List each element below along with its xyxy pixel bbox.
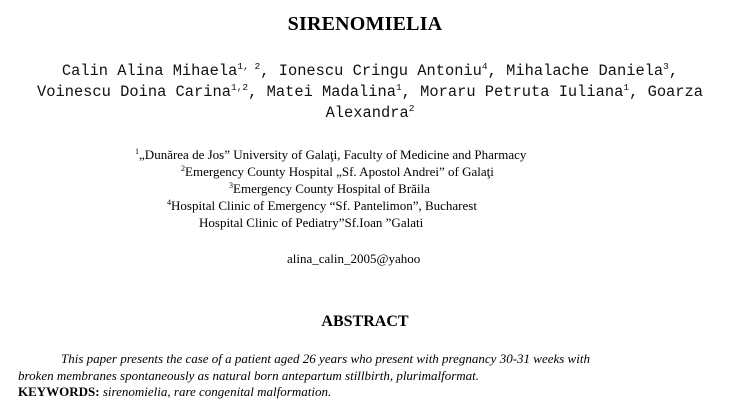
author-name: Matei Madalina — [266, 83, 396, 101]
abstract-body — [18, 350, 730, 384]
author-name: Goarza Alexandra — [325, 83, 703, 122]
paper-title: SIRENOMIELIA — [287, 13, 443, 35]
author-name: Calin Alina Mihaela — [61, 62, 238, 80]
author-affiliation-mark: 1,2 — [230, 82, 249, 94]
affiliation-text: „Dunărea de Jos” University of Galaţi, Faculty of Medicine and Pharmacy — [139, 147, 527, 162]
affiliation-item — [181, 163, 494, 180]
author-affiliation-mark: 4 — [481, 61, 488, 73]
affiliation-item — [135, 146, 526, 163]
affiliation-text: Emergency County Hospital of Brăila — [233, 181, 430, 196]
author-name: Mihalache Daniela — [506, 62, 664, 80]
abstract-heading: ABSTRACT — [321, 313, 409, 330]
author-name: Ionescu Cringu Antoniu — [278, 62, 482, 80]
author-list — [30, 61, 710, 124]
author-affiliation-mark: 3 — [663, 61, 669, 73]
affiliation-mark: 4 — [167, 198, 172, 208]
author-affiliation-mark: 1 — [623, 82, 630, 94]
keywords-label: KEYWORDS: — [18, 384, 100, 399]
affiliation-text: Hospital Clinic of Emergency “Sf. Pantelimon”, Bucharest — [171, 198, 477, 213]
author-separator: , — [629, 83, 648, 101]
author-affiliation-mark: 1 — [395, 82, 402, 94]
affiliation-item — [167, 197, 477, 214]
affiliation-item — [199, 214, 423, 231]
author-name: Moraru Petruta Iuliana — [420, 83, 624, 101]
affiliation-mark: 2 — [181, 164, 186, 174]
affiliation-mark: 3 — [229, 181, 234, 191]
abstract-line: broken membranes spontaneously as natural born antepartum stillbirth, plurimalformat. — [18, 368, 480, 383]
affiliation-text: Hospital Clinic of Pediatry”Sf.Ioan ”Galati — [199, 215, 424, 230]
author-affiliation-mark: 1, 2 — [237, 61, 261, 73]
author-separator: , — [668, 62, 679, 80]
affiliation-mark: 1 — [135, 147, 140, 157]
keywords-values: sirenomielia, rare congenital malformation. — [99, 384, 332, 399]
contact-email: alina_calin_2005@yahoo — [287, 251, 421, 266]
author-separator: , — [248, 83, 267, 101]
affiliation-item — [229, 180, 430, 197]
author-separator: , — [260, 62, 279, 80]
affiliation-text: Emergency County Hospital „Sf. Apostol Andrei” of Galaţi — [185, 164, 494, 179]
author-separator: , — [487, 62, 507, 80]
author-affiliation-mark: 2 — [408, 103, 415, 115]
author-separator: , — [401, 83, 421, 101]
author-name: Voinescu Doina Carina — [37, 83, 231, 101]
keywords-line — [18, 384, 331, 400]
abstract-line: This paper presents the case of a patient aged 26 years who present with pregnancy 30-31 weeks with — [61, 351, 590, 366]
